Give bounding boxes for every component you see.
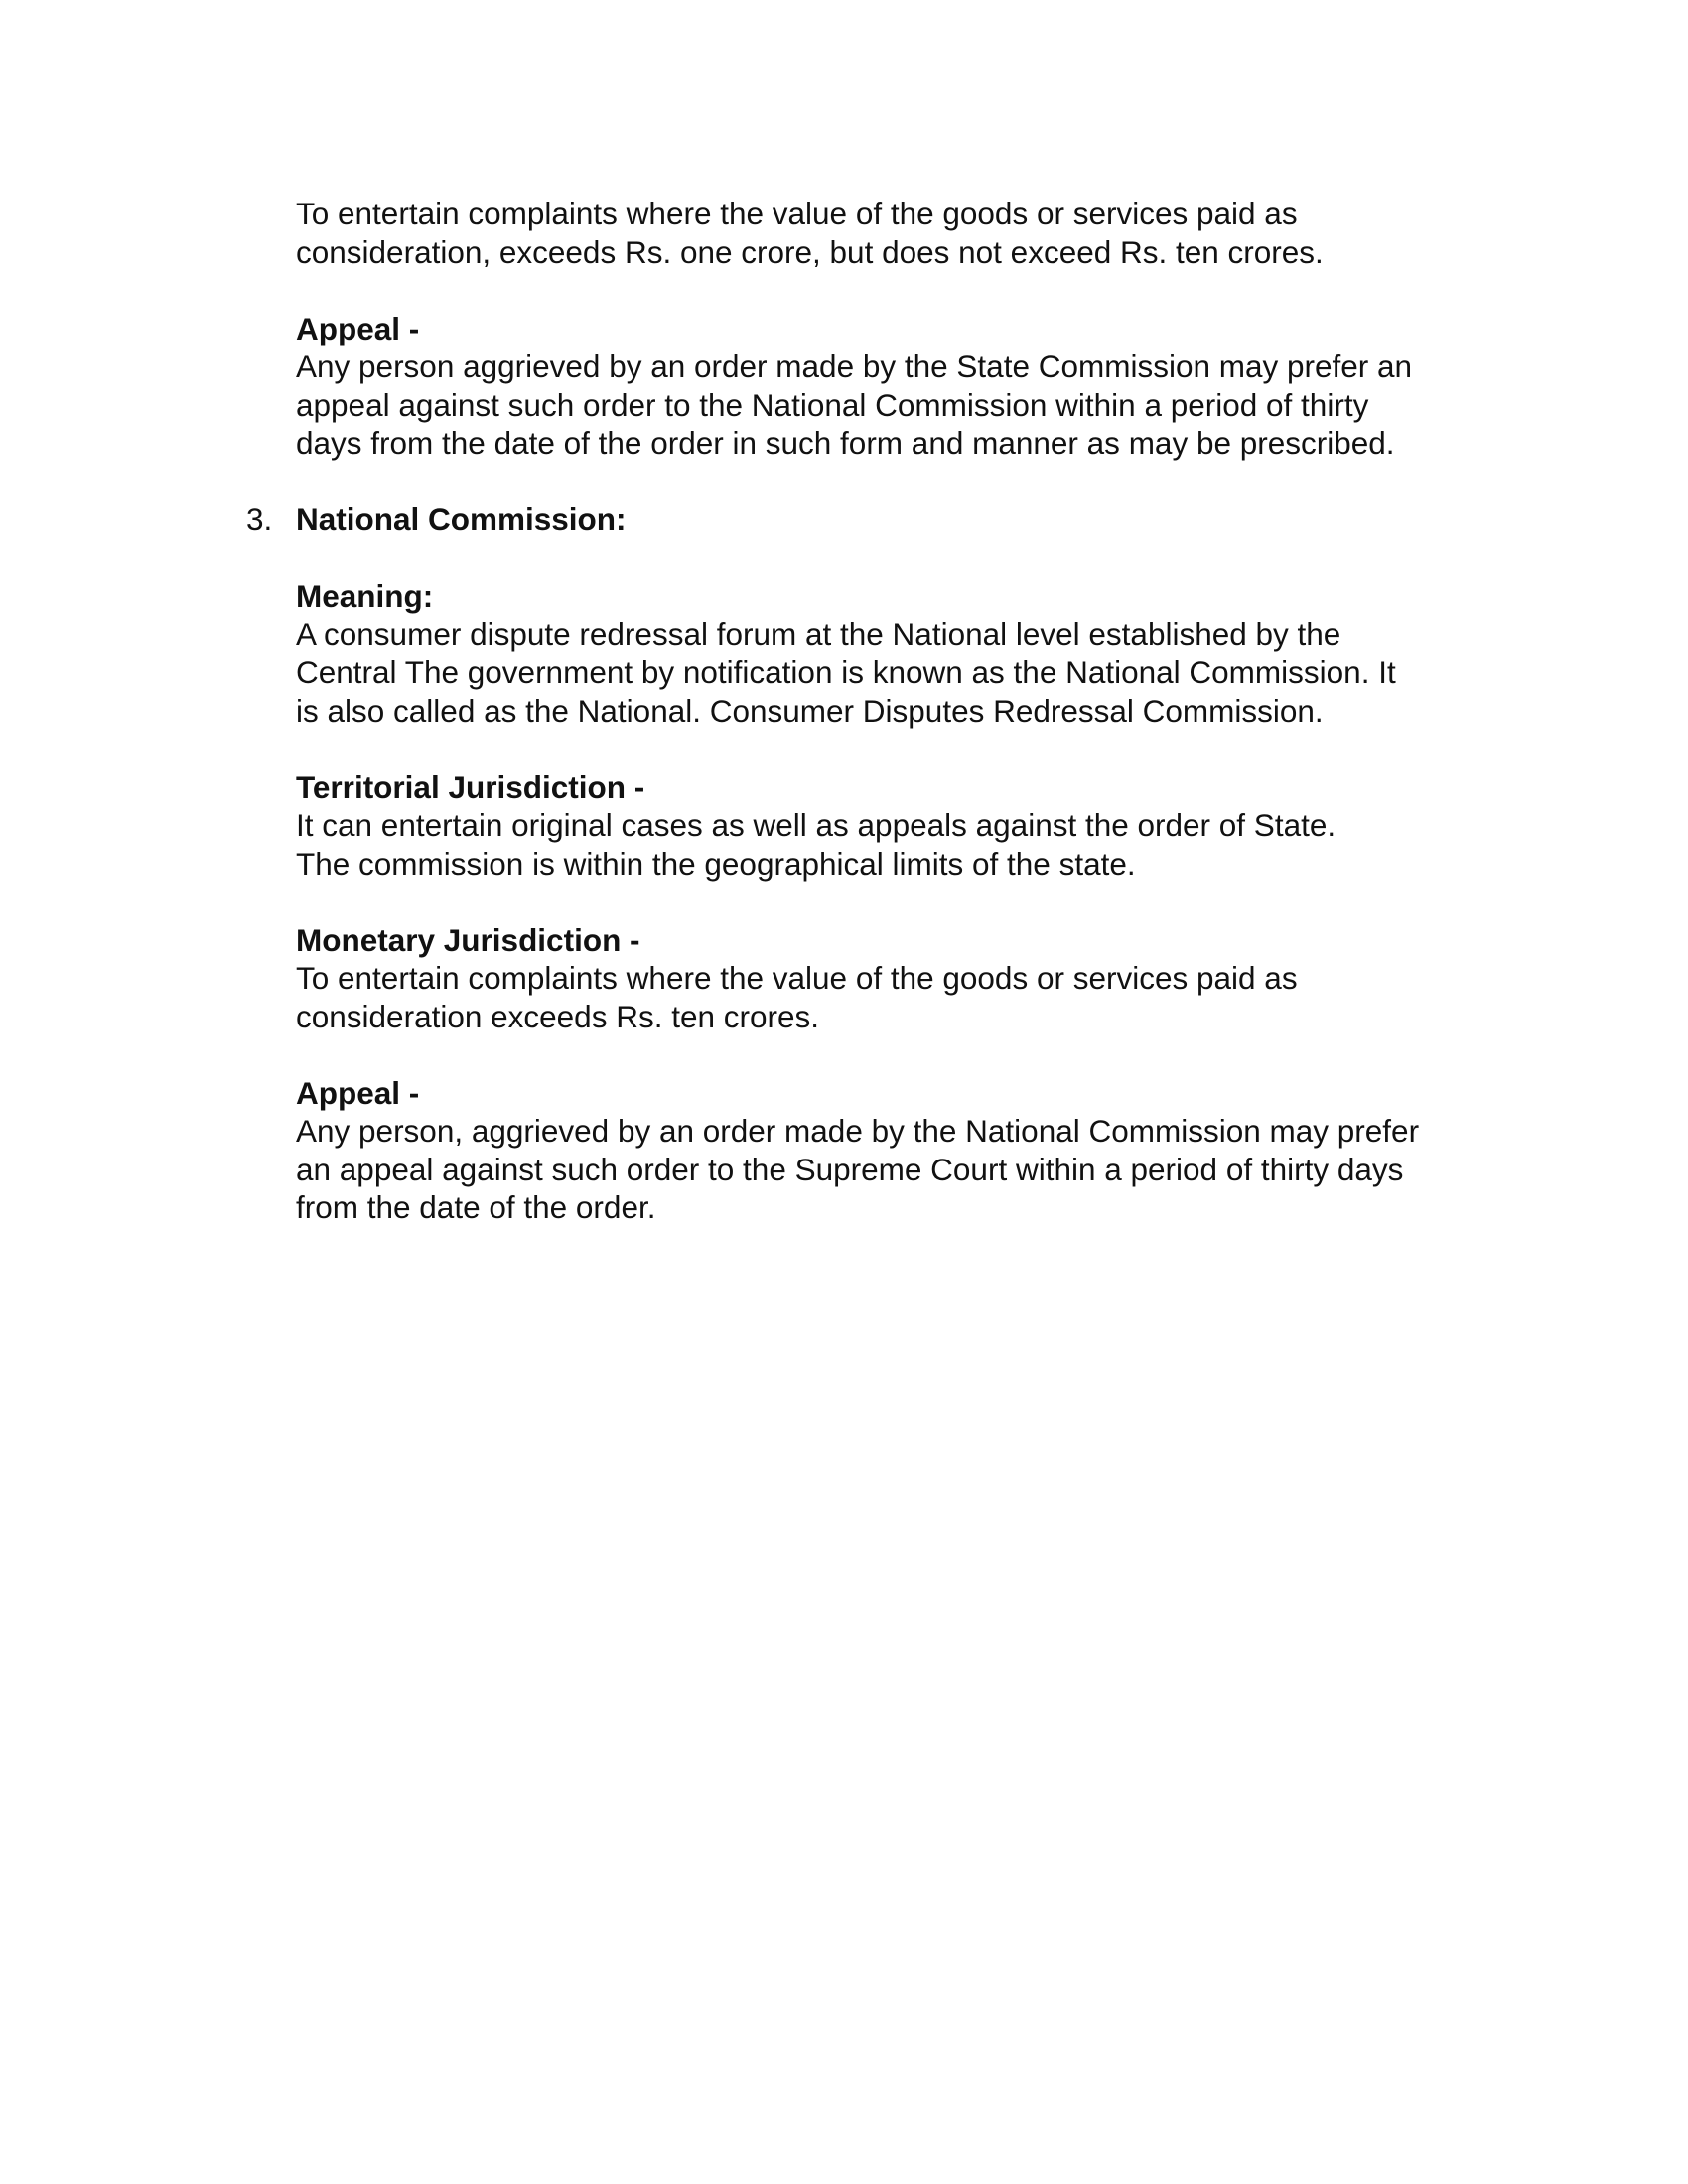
text-line: To entertain complaints where the value of the goods or services paid as: [296, 196, 1298, 231]
text-line: an appeal against such order to the Supreme Court within a period of thirty days: [296, 1151, 1404, 1187]
monetary-jurisdiction-paragraph: [296, 959, 1487, 1035]
document-body: [246, 195, 1487, 1227]
national-appeal-heading: Appeal -: [296, 1074, 420, 1111]
text-line: days from the date of the order in such form and manner as may be prescribed.: [296, 425, 1395, 461]
meaning-heading: Meaning:: [296, 578, 434, 614]
national-commission-section-title: [246, 500, 1487, 539]
monetary-jurisdiction-heading: Monetary Jurisdiction -: [296, 921, 640, 958]
state-appeal-heading: Appeal -: [296, 310, 420, 346]
territorial-jurisdiction-paragraph: [296, 806, 1487, 883]
section-number: 3.: [246, 501, 273, 537]
text-line: Any person, aggrieved by an order made by the National Commission may prefer: [296, 1113, 1420, 1149]
text-line: It can entertain original cases as well as appeals against the order of State.: [296, 807, 1336, 843]
text-line: is also called as the National. Consumer Disputes Redressal Commission.: [296, 692, 1324, 729]
section-title-text: National Commission:: [296, 501, 627, 537]
text-line: Central The government by notification is known as the National Commission. It: [296, 654, 1396, 690]
text-line: A consumer dispute redressal forum at the National level established by the: [296, 615, 1341, 652]
text-line: from the date of the order.: [296, 1189, 656, 1225]
text-line: Any person aggrieved by an order made by the State Commission may prefer an: [296, 348, 1413, 384]
meaning-paragraph: [296, 615, 1487, 731]
text-line: To entertain complaints where the value of the goods or services paid as: [296, 960, 1298, 996]
intro-paragraph: [296, 195, 1487, 271]
national-appeal-paragraph: [296, 1112, 1487, 1227]
text-line: consideration, exceeds Rs. one crore, but does not exceed Rs. ten crores.: [296, 233, 1324, 270]
text-line: appeal against such order to the National Commission within a period of thirty: [296, 386, 1369, 423]
text-line: The commission is within the geographical limits of the state.: [296, 845, 1136, 882]
state-appeal-paragraph: [296, 347, 1487, 463]
territorial-jurisdiction-heading: Territorial Jurisdiction -: [296, 768, 645, 805]
text-line: consideration exceeds Rs. ten crores.: [296, 998, 820, 1034]
